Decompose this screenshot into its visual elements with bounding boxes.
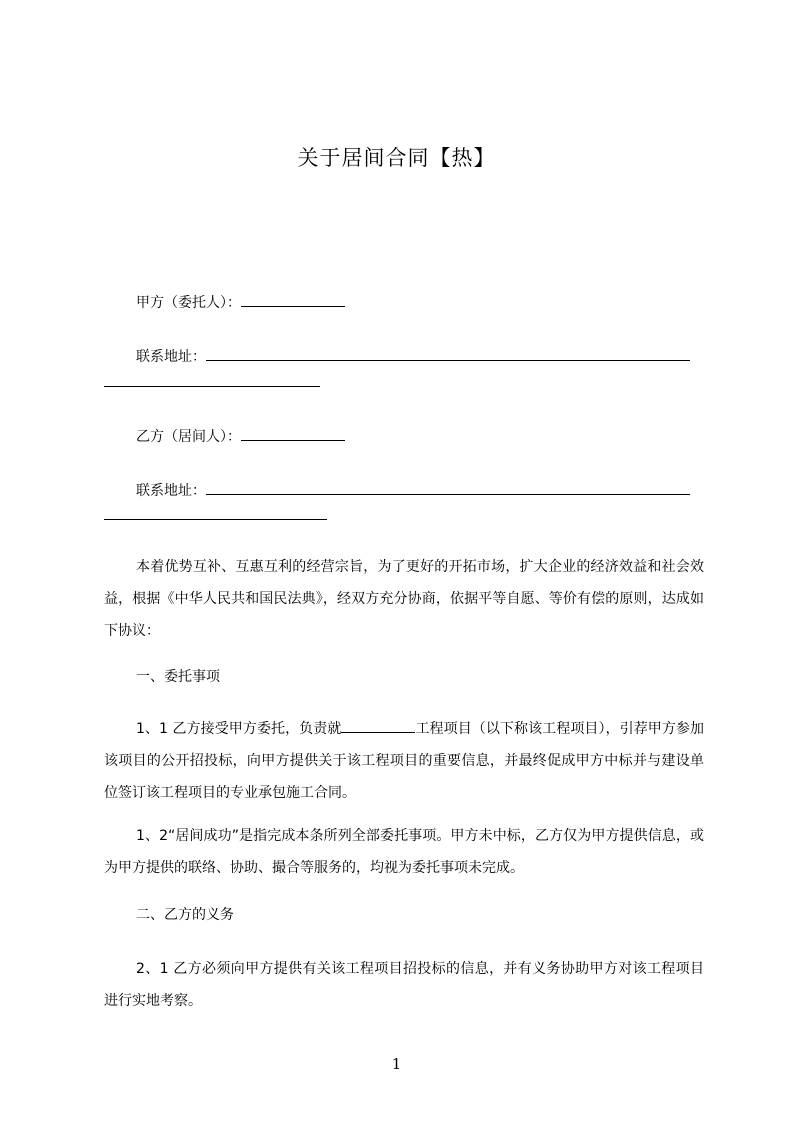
- clause-1-2: 1、2“居间成功”是指完成本条所列全部委托事项。甲方未中标，乙方仅为甲方提供信息，或为甲方提供的联络、协助、撮合等服务的，均视为委托事项未完成。: [104, 828, 704, 876]
- clause-1-1-lead: 1、1 乙方接受甲方委托，负责就: [136, 721, 342, 737]
- project-name-blank: [341, 718, 415, 733]
- party-a-address-label: 联系地址：: [136, 349, 206, 365]
- party-b-address-blank: [206, 480, 690, 495]
- party-b-address-blank-line2: [104, 519, 327, 520]
- party-a-address-blank: [206, 346, 690, 361]
- party-a-address-blank-line2: [104, 386, 320, 387]
- party-a-blank: [241, 292, 345, 307]
- party-b-label: 乙方（居间人）：: [136, 429, 241, 445]
- party-a-address-row: [136, 346, 690, 367]
- party-b-address-row: [136, 480, 690, 501]
- party-a-label: 甲方（委托人）：: [136, 295, 241, 311]
- party-b-blank: [241, 426, 345, 441]
- party-b-address-label: 联系地址：: [136, 483, 206, 499]
- clause-1-1: [104, 713, 704, 809]
- intro-paragraph: 本着优势互补、互惠互利的经营宗旨，为了更好的开拓市场，扩大企业的经济效益和社会效益，根据《中华人民共和国民法典》，经双方充分协商，依据平等自愿、等价有偿的原则，达成如下协议：: [104, 559, 704, 639]
- section-2-heading: 二、乙方的义务: [136, 907, 234, 923]
- party-a-row: [136, 292, 345, 313]
- party-b-row: [136, 426, 345, 447]
- clause-2-1: 2、1 乙方必须向甲方提供有关该工程项目招投标的信息，并有义务协助甲方对该工程项目进行实地考察。: [104, 961, 704, 1009]
- clause-1-1-rest: 工程项目（以下称该工程项目），引荐甲方参加该项目的公开招投标，向甲方提供关于该工程项目的重要信息，并最终促成甲方中标并与建设单位签订该工程项目的专业承包施工合同。: [104, 721, 705, 801]
- section-1-heading: 一、委托事项: [136, 669, 220, 685]
- page-number: 1: [391, 1055, 402, 1073]
- document-title: 关于居间合同【热】: [297, 146, 496, 170]
